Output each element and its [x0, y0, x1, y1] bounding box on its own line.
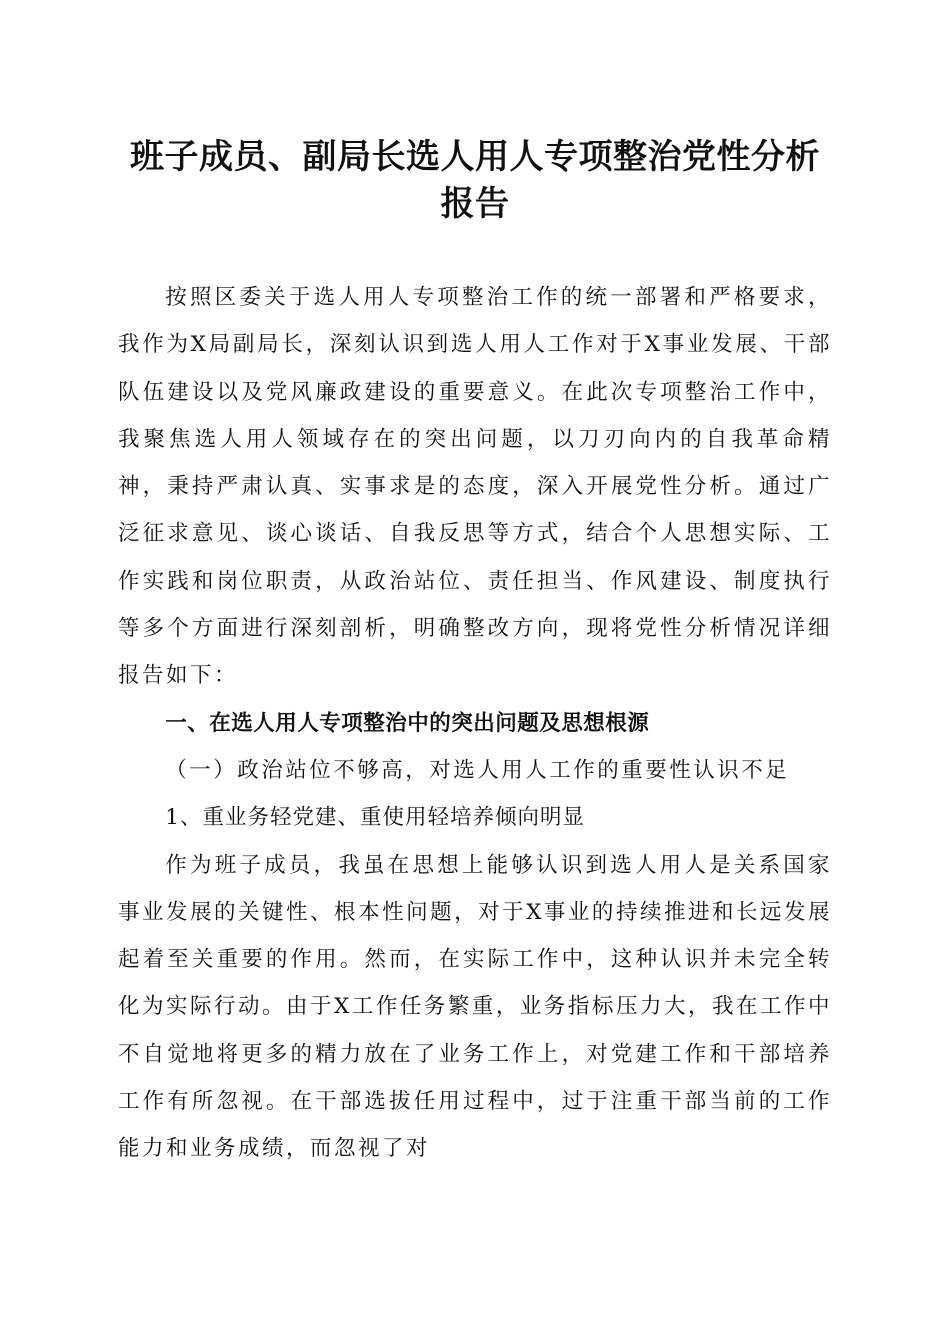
- document-body: [118, 274, 832, 1173]
- subsection-heading: （一）政治站位不够高，对选人用人工作的重要性认识不足: [165, 757, 790, 783]
- section-heading: 一、在选人用人专项整治中的突出问题及思想根源: [165, 710, 650, 736]
- document-title: 班子成员、副局长选人用人专项整治党性分析报告: [130, 137, 820, 224]
- item-body-paragraph: 作为班子成员，我虽在思想上能够认识到选人用人是关系国家事业发展的关键性、根本性问题，对于X事业的持续推进和长远发展起着至关重要的作用。然而，在实际工作中，这种认识并未完全转化为实际行动。由于X工作任务繁重，业务指标压力大，我在工作中不自觉地将更多的精力放在了业务工作上，对党建工作和干部培养工作有所忽视。在干部选拔任用过程中，过于注重干部当前的工作能力和业务成绩，而忽视了对: [118, 852, 832, 1162]
- item-heading: 1、重业务轻党建、重使用轻培养倾向明显: [165, 805, 585, 831]
- intro-paragraph: 按照区委关于选人用人专项整治工作的统一部署和严格要求，我作为X局副局长，深刻认识到选人用人工作对于X事业发展、干部队伍建设以及党风廉政建设的重要意义。在此次专项整治工作中，我聚焦选人用人领域存在的突出问题，以刀刃向内的自我革命精神，秉持严肃认真、实事求是的态度，深入开展党性分析。通过广泛征求意见、谈心谈话、自我反思等方式，结合个人思想实际、工作实践和岗位职责，从政治站位、责任担当、作风建设、制度执行等多个方面进行深刻剖析，明确整改方向，现将党性分析情况详细报告如下：: [118, 285, 832, 689]
